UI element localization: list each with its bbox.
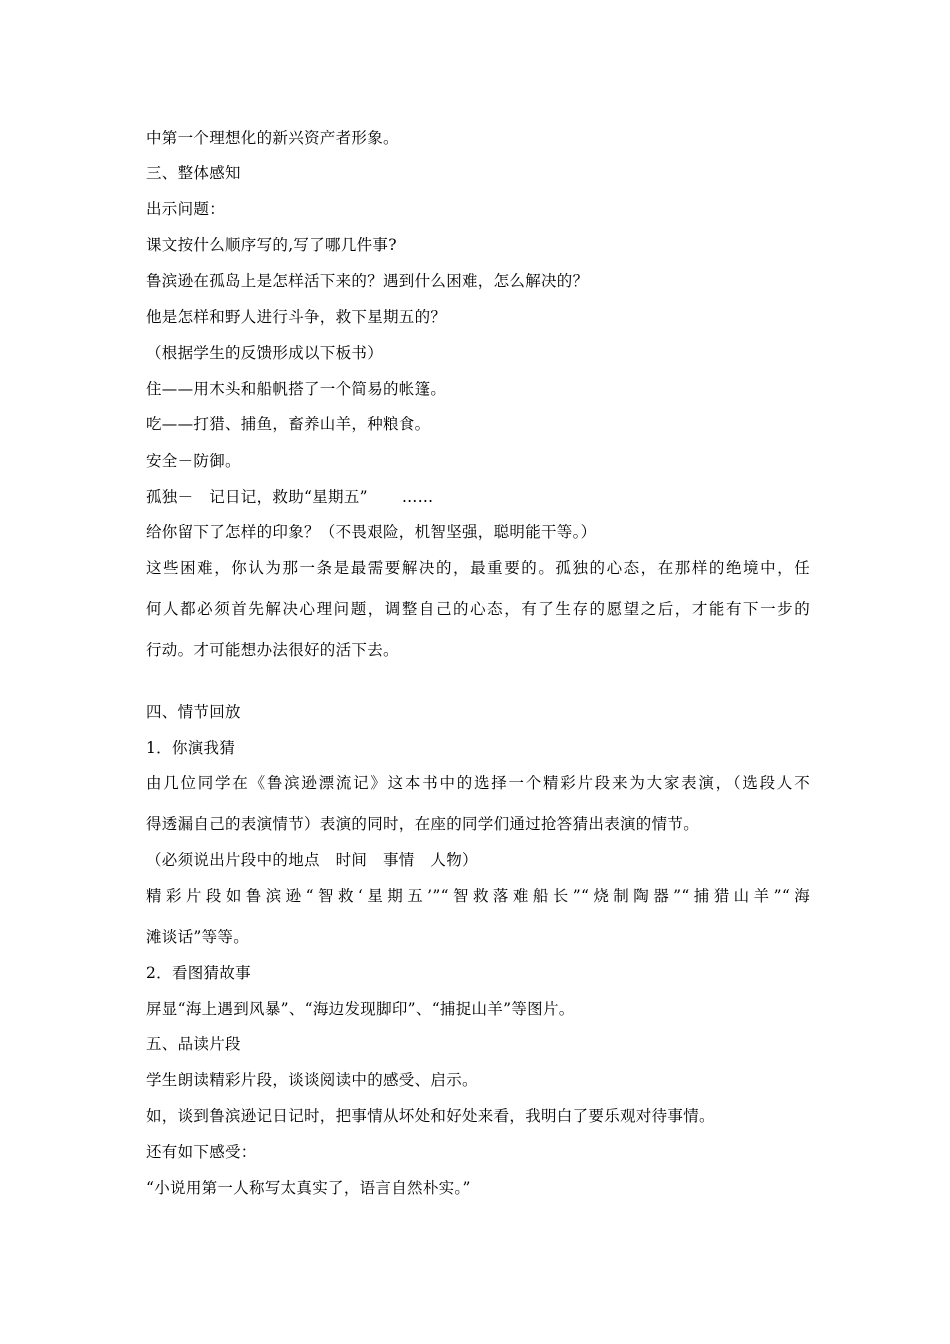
text-line: 给你留下了怎样的印象？（不畏艰险，机智坚强，聪明能干等。） — [146, 523, 597, 541]
section-heading-3: 三、整体感知 — [146, 164, 241, 182]
text-line: 屏显“海上遇到风暴”、“海边发现脚印”、“捕捉山羊”等图片。 — [146, 1000, 575, 1018]
text-line: 出示问题： — [146, 200, 226, 218]
text-line: 他是怎样和野人进行斗争，救下星期五的？ — [146, 308, 447, 326]
section-heading-5: 五、品读片段 — [146, 1035, 241, 1053]
text-line: 滩谈话”等等。 — [146, 928, 250, 946]
text-line: 学生朗读精彩片段，谈谈阅读中的感受、启示。 — [146, 1071, 478, 1089]
text-line: 安全－防御。 — [146, 452, 241, 470]
text-line: （根据学生的反馈形成以下板书） — [146, 344, 384, 362]
text-line — [146, 487, 433, 507]
text-line: 还有如下感受： — [146, 1143, 257, 1161]
text-line: 由几位同学在《鲁滨逊漂流记》这本书中的选择一个精彩片段来为大家表演，（选段人不 — [146, 774, 810, 792]
text-line: 何人都必须首先解决心理问题，调整自己的心态，有了生存的愿望之后，才能有下一步的 — [146, 600, 810, 618]
ellipsis: …… — [401, 488, 434, 506]
text-line: 课文按什么顺序写的,写了哪几件事? — [146, 236, 397, 254]
text-line: 中第一个理想化的新兴资产者形象。 — [146, 129, 399, 147]
text-line: 行动。才可能想办法很好的活下去。 — [146, 641, 399, 659]
section-heading-4: 四、情节回放 — [146, 703, 241, 721]
quote-line: “小说用第一人称写太真实了，语言自然朴实。” — [146, 1179, 471, 1197]
text-line: 如，谈到鲁滨逊记日记时，把事情从坏处和好处来看，我明白了要乐观对待事情。 — [146, 1107, 715, 1125]
text-line: 这些困难，你认为那一条是最需要解决的，最重要的。孤独的心态，在那样的绝境中，任 — [146, 559, 810, 577]
text-segment: 孤独－ 记日记，救助“星期五” — [146, 488, 368, 506]
text-line: （必须说出片段中的地点 时间 事情 人物） — [146, 851, 478, 869]
text-line: 精彩片段如鲁滨逊“智救‘星期五’”“智救落难船长”“烧制陶器”“捕猎山羊”“海 — [146, 887, 810, 905]
subheading: 2．看图猜故事 — [146, 964, 251, 982]
text-line: 住——用木头和船帆搭了一个简易的帐篷。 — [146, 380, 447, 398]
subheading: 1．你演我猜 — [146, 739, 236, 757]
text-line: 吃——打猎、捕鱼，畜养山羊，种粮食。 — [146, 415, 431, 433]
text-line: 得透漏自己的表演情节）表演的同时，在座的同学们通过抢答猜出表演的情节。 — [146, 815, 700, 833]
text-line: 鲁滨逊在孤岛上是怎样活下来的？遇到什么困难，怎么解决的？ — [146, 272, 589, 290]
